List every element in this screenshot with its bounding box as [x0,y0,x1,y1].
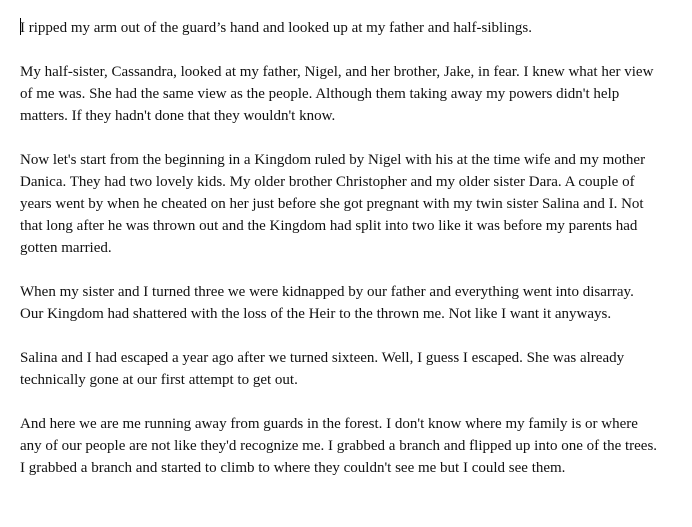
paragraph-1 [20,17,660,39]
paragraph-5: Salina and I had escaped a year ago after we turned sixteen. Well, I guess I escaped. She was already technically gone at our first attempt to get out. [20,350,625,388]
paragraph-2: My half-sister, Cassandra, looked at my father, Nigel, and her brother, Jake, in fear. I knew what her view of me was. She had the same view as the people. Although them taking away my powers didn't help matters. If they hadn't done that they wouldn't know. [20,64,654,124]
paragraph-1-text: I ripped my arm out of the guard’s hand and looked up at my father and half-siblings. [20,20,532,36]
paragraph-4: When my sister and I turned three we were kidnapped by our father and everything went into disarray. Our Kingdom had shattered with the loss of the Heir to the thrown me. Not like I want it anyways. [20,284,634,322]
document-body[interactable] [20,17,660,479]
paragraph-6: And here we are me running away from guards in the forest. I don't know where my family is or where any of our people are not like they'd recognize me. I grabbed a branch and flipped up into one of the trees. I grabbed a branch and started to climb to where they couldn't see me but I could see them. [20,416,658,476]
paragraph-3: Now let's start from the beginning in a Kingdom ruled by Nigel with his at the time wife and my mother Danica. They had two lovely kids. My older brother Christopher and my older sister Dara. A couple of years went by when he cheated on her just before she got pregnant with my twin sister Salina and I. Not that long after he was thrown out and the Kingdom had split into two like it was before my parents had gotten married. [20,152,646,256]
